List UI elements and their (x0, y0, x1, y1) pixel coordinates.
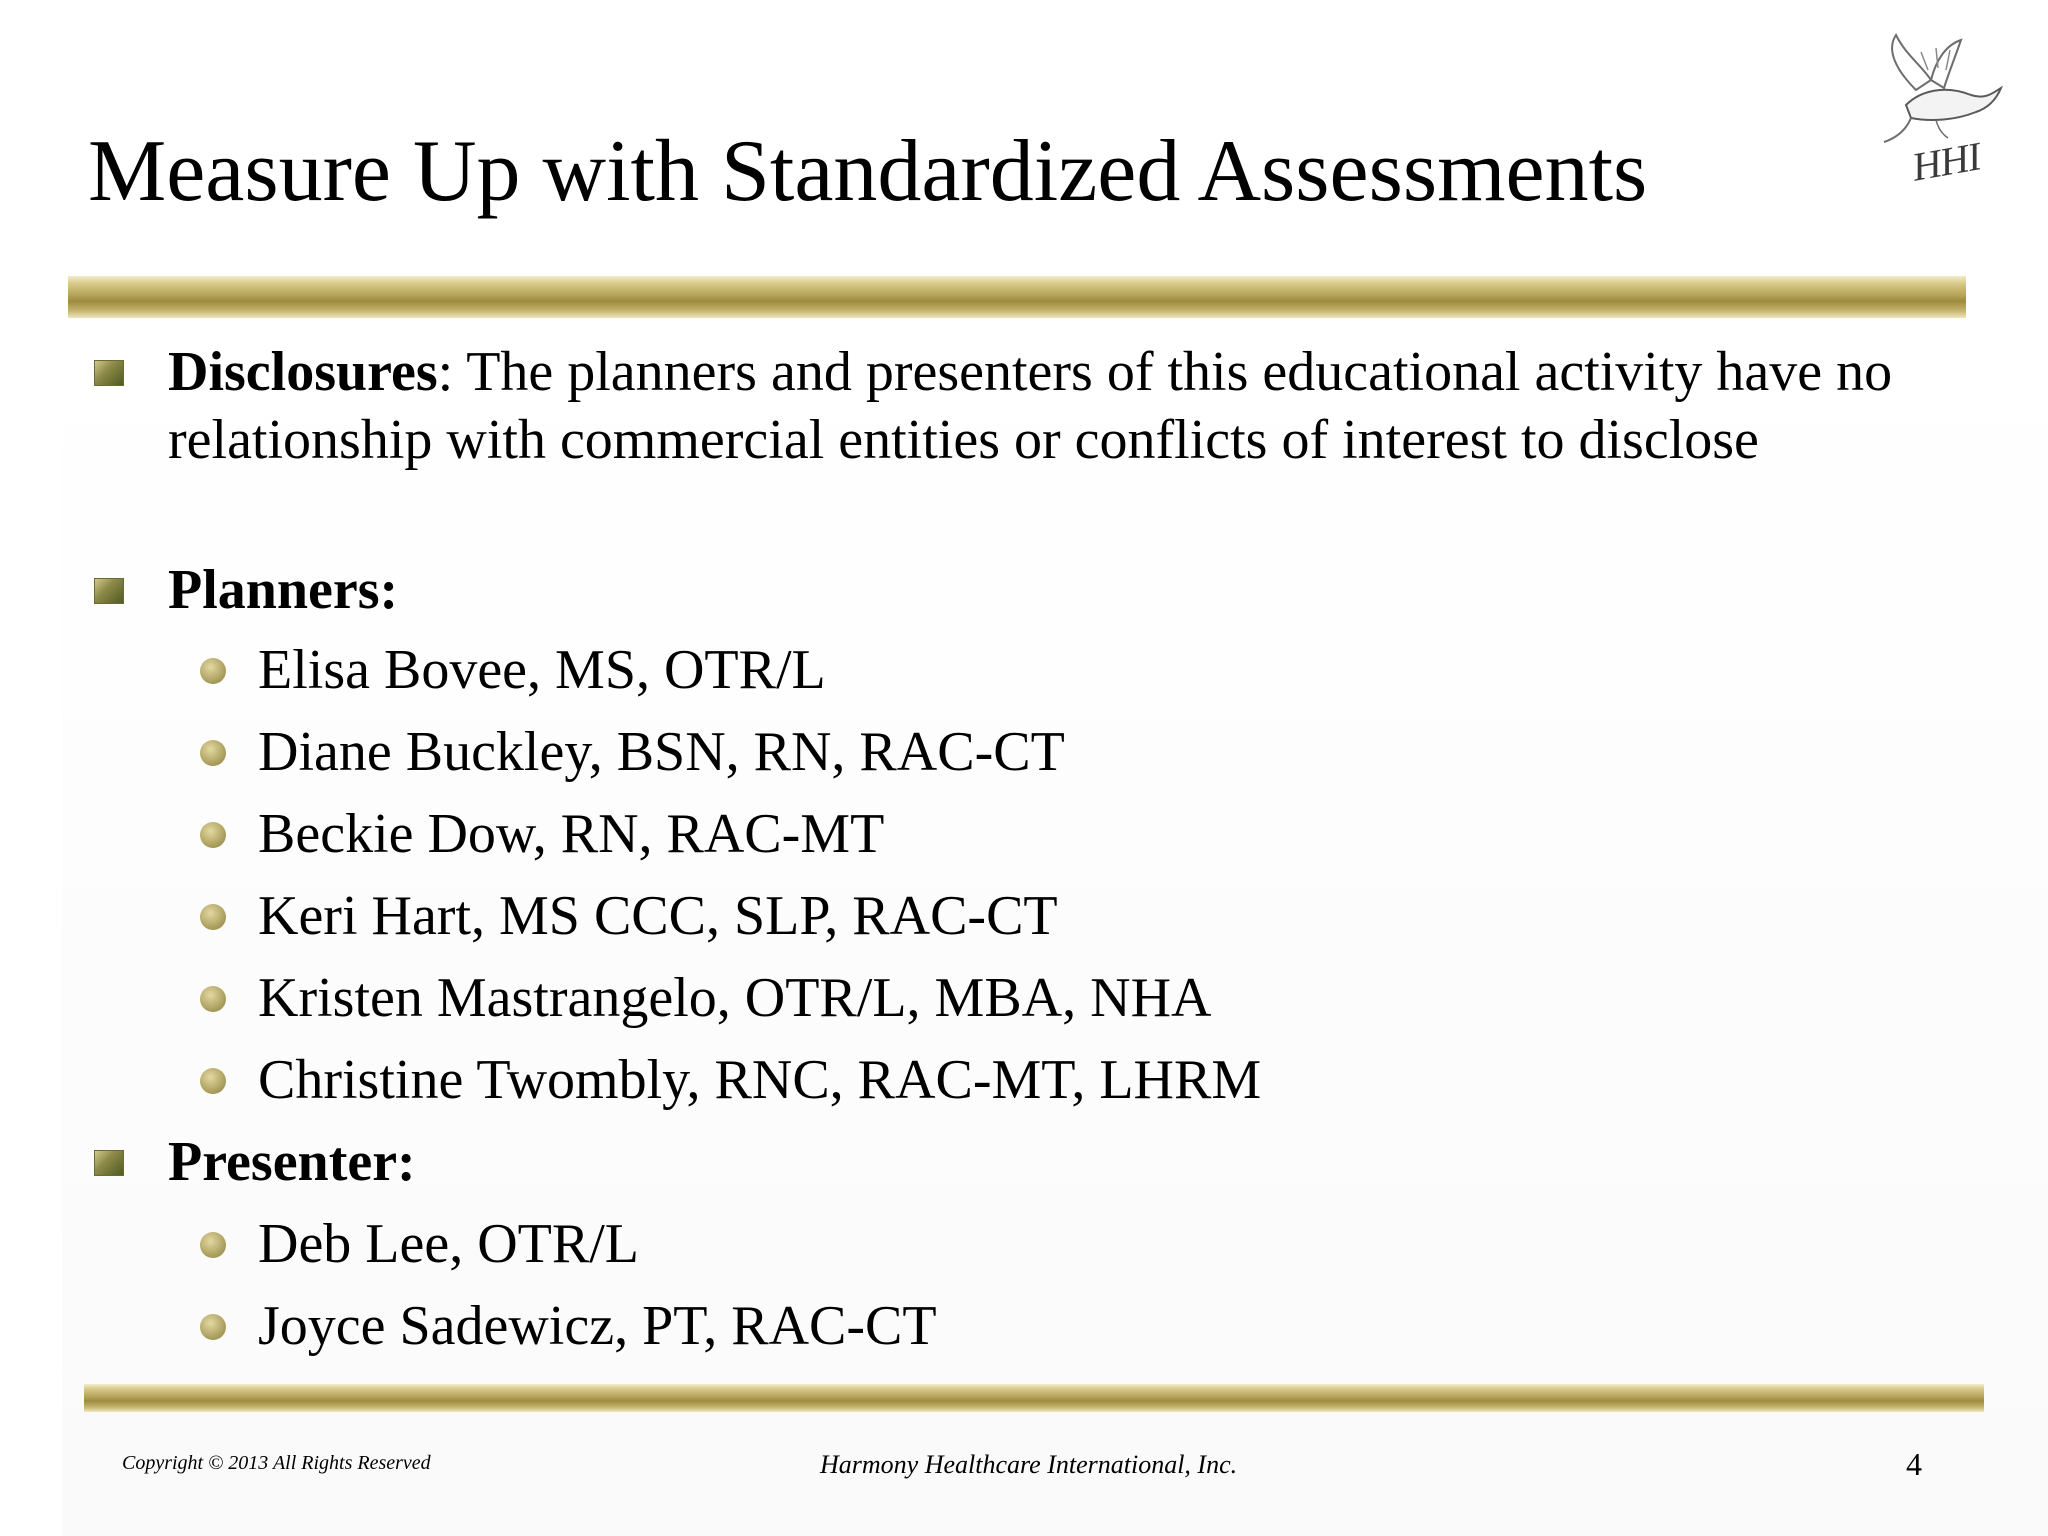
footer-company: Harmony Healthcare International, Inc. (820, 1450, 1238, 1479)
round-bullet-icon (200, 822, 226, 848)
presenter-heading: Presenter: (168, 1131, 416, 1193)
disclosures-text: : The planners and presenters of this educational activity have no relationship with commercial entities or conflicts of interest to disclose (168, 341, 1893, 471)
bottom-gold-rule (84, 1384, 1984, 1412)
square-bullet-icon (94, 360, 124, 386)
square-bullet-icon (94, 578, 124, 604)
round-bullet-icon (200, 1068, 226, 1094)
planners-heading: Planners: (168, 559, 399, 621)
top-gold-rule (68, 276, 1966, 318)
presenter-item: Joyce Sadewicz, PT, RAC-CT (258, 1295, 937, 1357)
planner-item: Diane Buckley, BSN, RN, RAC-CT (258, 721, 1065, 783)
round-bullet-icon (200, 658, 226, 684)
footer-copyright: Copyright © 2013 All Rights Reserved (122, 1452, 431, 1474)
presenter-item: Deb Lee, OTR/L (258, 1213, 639, 1275)
planner-item: Keri Hart, MS CCC, SLP, RAC-CT (258, 885, 1058, 947)
disclosures-label: Disclosures (168, 341, 438, 403)
planner-item: Christine Twombly, RNC, RAC-MT, LHRM (258, 1049, 1262, 1111)
round-bullet-icon (200, 986, 226, 1012)
planner-item: Kristen Mastrangelo, OTR/L, MBA, NHA (258, 967, 1212, 1029)
square-bullet-icon (94, 1150, 124, 1176)
round-bullet-icon (200, 740, 226, 766)
page-number: 4 (1906, 1446, 1922, 1482)
planner-item: Elisa Bovee, MS, OTR/L (258, 639, 826, 701)
round-bullet-icon (200, 1314, 226, 1340)
round-bullet-icon (200, 904, 226, 930)
slide-title: Measure Up with Standardized Assessments (88, 123, 1648, 220)
disclosures-item (168, 338, 1908, 474)
logo-text: HHI (1908, 133, 1984, 190)
round-bullet-icon (200, 1232, 226, 1258)
planner-item: Beckie Dow, RN, RAC-MT (258, 803, 885, 865)
